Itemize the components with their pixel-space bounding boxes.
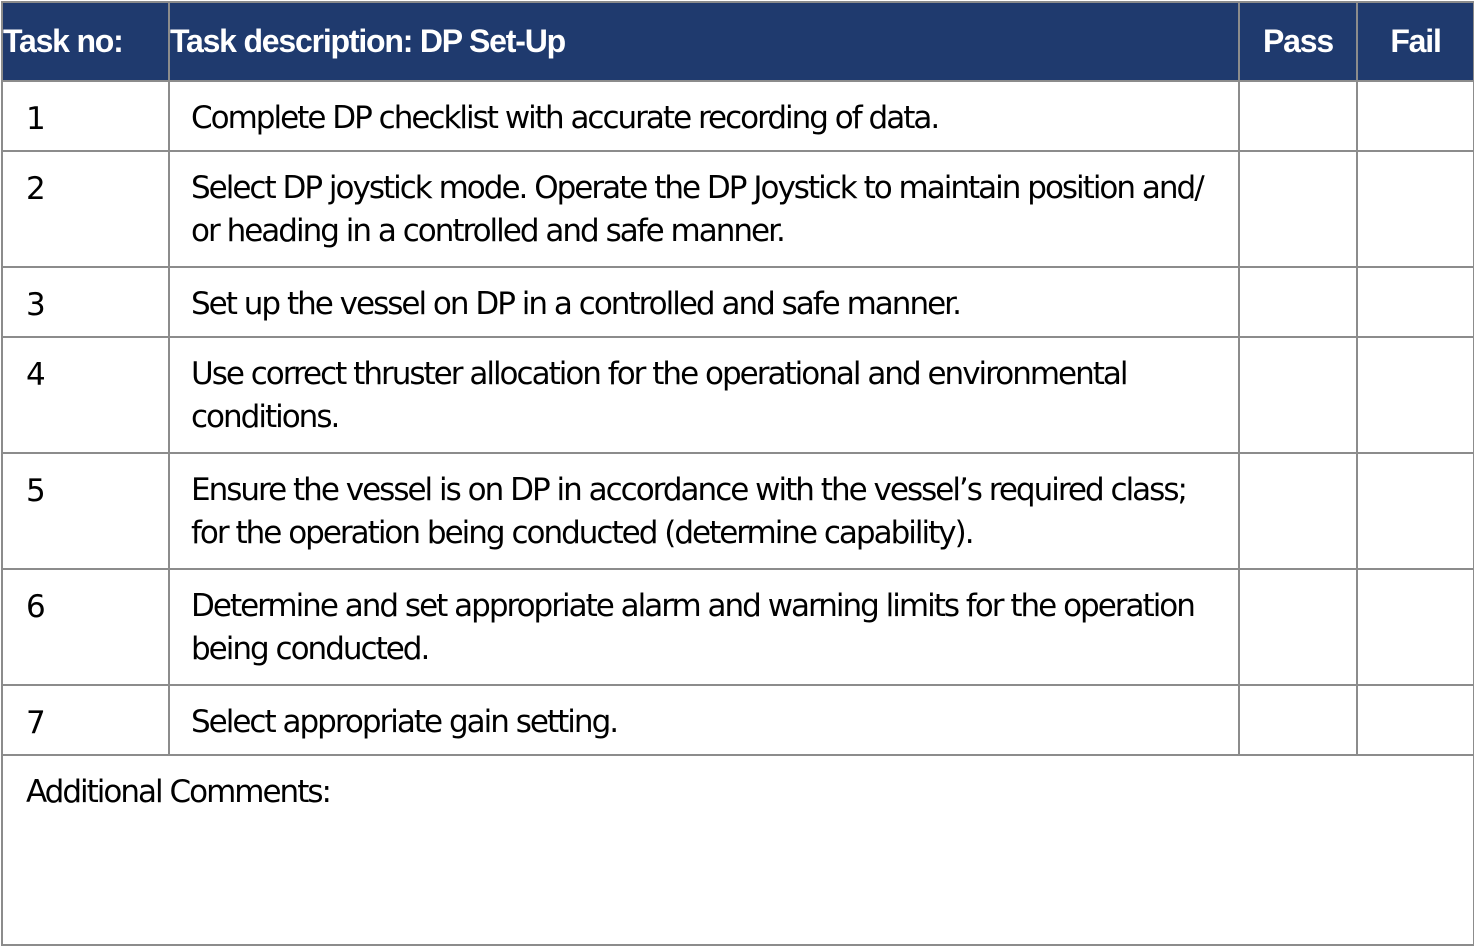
pass-cell[interactable]: [1239, 81, 1357, 151]
task-description: Ensure the vessel is on DP in accordance with the vessel’s required class; for the operation being conducted (determine capability).: [169, 453, 1239, 569]
task-description: Use correct thruster allocation for the operational and environmental conditions.: [169, 337, 1239, 453]
task-description: Determine and set appropriate alarm and warning limits for the operation being conducted.: [169, 569, 1239, 685]
task-row: [2, 267, 1474, 337]
task-description: Select DP joystick mode. Operate the DP Joystick to maintain position and/ or heading in a controlled and safe manner.: [169, 151, 1239, 267]
fail-cell[interactable]: [1357, 81, 1474, 151]
pass-header: Pass: [1239, 2, 1357, 81]
fail-cell[interactable]: [1357, 151, 1474, 267]
fail-cell[interactable]: [1357, 569, 1474, 685]
task-row: [2, 685, 1474, 755]
task-row: [2, 337, 1474, 453]
task-number: 5: [2, 453, 169, 569]
additional-comments-label: Additional Comments:: [26, 774, 330, 810]
task-description: Set up the vessel on DP in a controlled and safe manner.: [169, 267, 1239, 337]
comments-row: [2, 755, 1474, 945]
pass-cell[interactable]: [1239, 569, 1357, 685]
fail-cell[interactable]: [1357, 453, 1474, 569]
dp-setup-task-table: [1, 1, 1474, 946]
task-row: [2, 81, 1474, 151]
pass-cell[interactable]: [1239, 685, 1357, 755]
task-row: [2, 453, 1474, 569]
task-number: 6: [2, 569, 169, 685]
pass-cell[interactable]: [1239, 267, 1357, 337]
task-number: 2: [2, 151, 169, 267]
fail-cell[interactable]: [1357, 337, 1474, 453]
pass-cell[interactable]: [1239, 151, 1357, 267]
task-description-header: Task description: DP Set-Up: [169, 2, 1239, 81]
task-number: 4: [2, 337, 169, 453]
task-row: [2, 569, 1474, 685]
additional-comments-field[interactable]: [2, 755, 1474, 945]
task-description: Select appropriate gain setting.: [169, 685, 1239, 755]
header-row: [2, 2, 1474, 81]
pass-cell[interactable]: [1239, 337, 1357, 453]
task-number: 7: [2, 685, 169, 755]
pass-cell[interactable]: [1239, 453, 1357, 569]
task-row: [2, 151, 1474, 267]
fail-cell[interactable]: [1357, 685, 1474, 755]
task-no-header: Task no:: [2, 2, 169, 81]
task-number: 3: [2, 267, 169, 337]
task-number: 1: [2, 81, 169, 151]
fail-cell[interactable]: [1357, 267, 1474, 337]
task-description: Complete DP checklist with accurate recording of data.: [169, 81, 1239, 151]
fail-header: Fail: [1357, 2, 1474, 81]
